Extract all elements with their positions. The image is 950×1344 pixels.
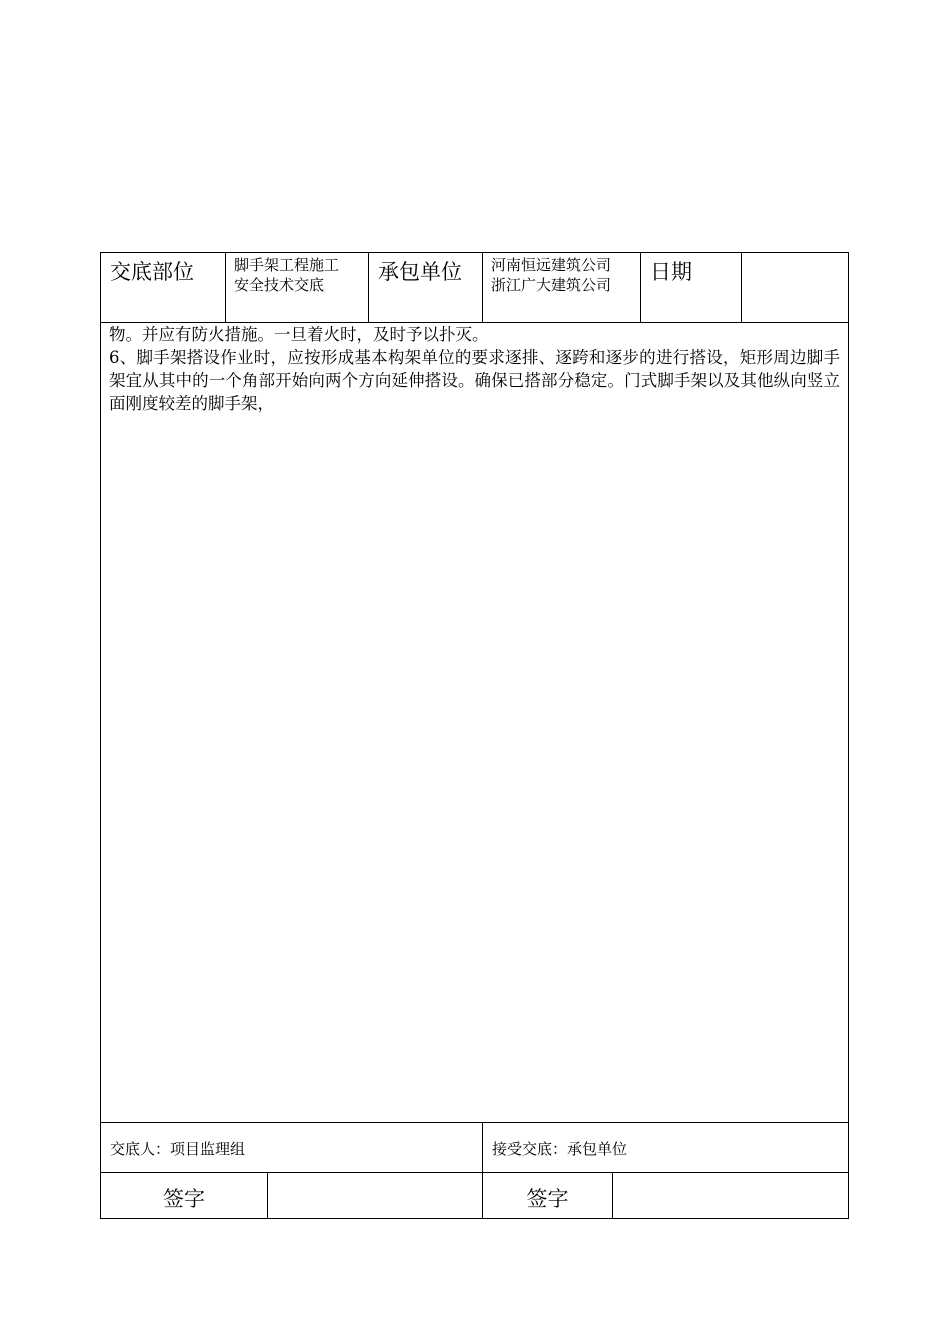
part-value-line-1: 脚手架工程施工 — [234, 256, 340, 274]
disclosure-content — [101, 323, 848, 1123]
sign-label-right-cell — [483, 1173, 613, 1218]
contractor-label: 承包单位 — [378, 260, 462, 284]
contractor-value-cell — [483, 253, 641, 322]
header-row — [101, 253, 848, 323]
contractor-value — [491, 255, 611, 295]
receiver-cell — [483, 1123, 848, 1172]
sign-label-right: 签字 — [526, 1187, 569, 1211]
date-label-cell — [641, 253, 742, 322]
date-value-cell — [742, 253, 848, 322]
content-paragraph-1: 物。并应有防火措施。一旦着火时，及时予以扑灭。 — [109, 325, 489, 344]
presenter-row — [101, 1123, 848, 1173]
contractor-label-cell — [369, 253, 483, 322]
contractor-value-line-1: 河南恒远建筑公司 — [491, 256, 612, 274]
sign-value-right-cell[interactable] — [613, 1173, 848, 1218]
part-label-cell — [101, 253, 226, 322]
sign-label-left: 签字 — [163, 1187, 205, 1211]
disclosure-form — [100, 252, 849, 1219]
part-value-line-2: 安全技术交底 — [234, 276, 325, 294]
date-label: 日期 — [650, 260, 692, 284]
presenter-cell — [101, 1123, 483, 1172]
sign-label-left-cell — [101, 1173, 268, 1218]
sign-value-left-cell[interactable] — [268, 1173, 483, 1218]
receiver-text: 接受交底：承包单位 — [492, 1140, 628, 1158]
part-label: 交底部位 — [110, 260, 194, 284]
part-value-cell — [226, 253, 369, 322]
signature-row — [101, 1173, 848, 1218]
part-value — [234, 255, 339, 295]
contractor-value-line-2: 浙江广大建筑公司 — [491, 276, 612, 294]
content-paragraph-2: 6、脚手架搭设作业时，应按形成基本构架单位的要求逐排、逐跨和逐步的进行搭设，矩形周边脚手架宜从其中的一个角部开始向两个方向延伸搭设。确保已搭部分稳定。门式脚手架以及其他纵向竖立面刚度较差的脚手架， — [109, 348, 840, 413]
presenter-text: 交底人：项目监理组 — [110, 1140, 246, 1158]
